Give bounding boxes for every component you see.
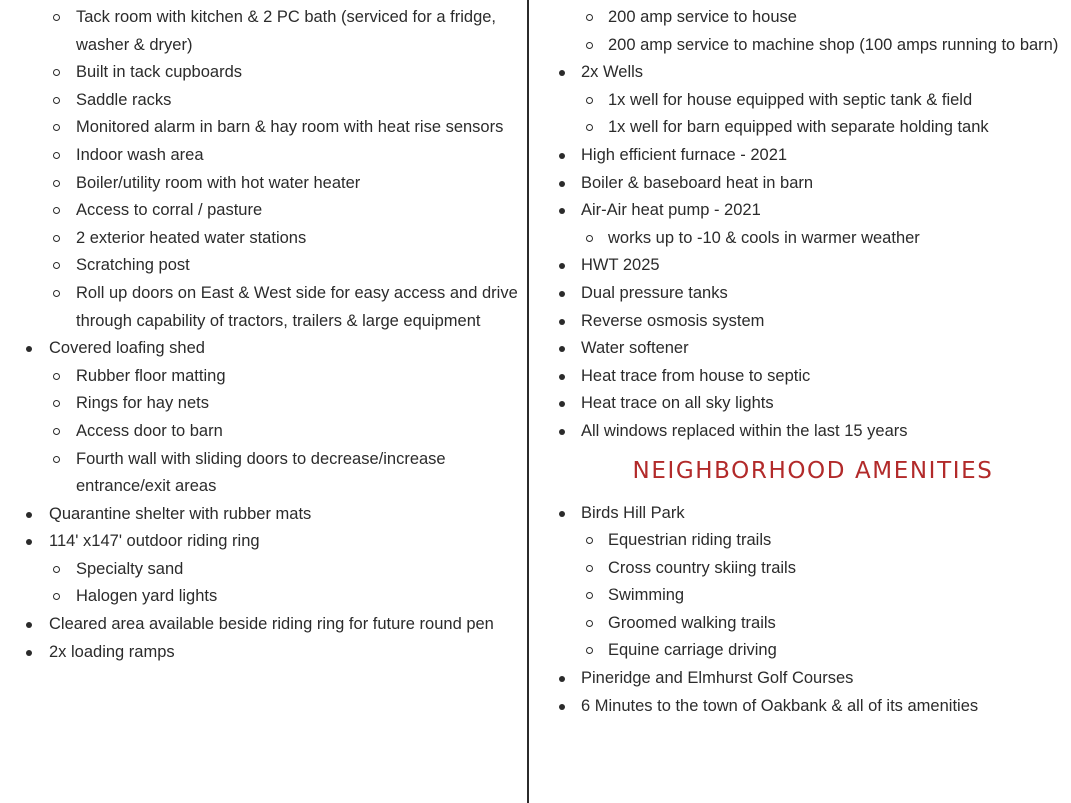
sub-bullet-item: Rings for hay nets <box>0 390 527 418</box>
sub-bullet-item: Specialty sand <box>0 556 527 584</box>
sub-bullet-item: 200 amp service to house <box>530 4 1071 32</box>
bullet-item: Boiler & baseboard heat in barn <box>530 170 1071 198</box>
sub-bullet-item: Equestrian riding trails <box>530 527 1071 555</box>
sub-bullet-item: Swimming <box>530 582 1071 610</box>
bullet-item: 2x Wells <box>530 59 1071 87</box>
left-column <box>0 0 527 666</box>
bullet-item: All windows replaced within the last 15 years <box>530 418 1071 446</box>
sub-bullet-item: 2 exterior heated water stations <box>0 225 527 253</box>
bullet-item: Reverse osmosis system <box>530 308 1071 336</box>
sub-bullet-item: works up to -10 & cools in warmer weather <box>530 225 1071 253</box>
sub-bullet-item: Monitored alarm in barn & hay room with heat rise sensors <box>0 114 527 142</box>
bullet-item: HWT 2025 <box>530 252 1071 280</box>
bullet-item: Air-Air heat pump - 2021 <box>530 197 1071 225</box>
bullet-item: Quarantine shelter with rubber mats <box>0 501 527 529</box>
bullet-item: 6 Minutes to the town of Oakbank & all of its amenities <box>530 693 1071 721</box>
bullet-item: Dual pressure tanks <box>530 280 1071 308</box>
bullet-item: Heat trace on all sky lights <box>530 390 1071 418</box>
sub-bullet-item: 200 amp service to machine shop (100 amps running to barn) <box>530 32 1071 60</box>
sub-bullet-item: Access to corral / pasture <box>0 197 527 225</box>
bullet-item: 2x loading ramps <box>0 639 527 667</box>
sub-bullet-item: Indoor wash area <box>0 142 527 170</box>
sub-bullet-item: Rubber floor matting <box>0 363 527 391</box>
bullet-item: Water softener <box>530 335 1071 363</box>
sub-bullet-item: Groomed walking trails <box>530 610 1071 638</box>
amenities-list <box>530 500 1071 721</box>
neighborhood-amenities-heading: NEIGHBORHOOD AMENITIES <box>632 457 994 484</box>
bullet-item: Birds Hill Park <box>530 500 1071 528</box>
bullet-item: 114' x147' outdoor riding ring <box>0 528 527 556</box>
right-column <box>530 0 1071 720</box>
sub-bullet-item: Boiler/utility room with hot water heater <box>0 170 527 198</box>
sub-bullet-item: 1x well for barn equipped with separate holding tank <box>530 114 1071 142</box>
sub-bullet-item: Roll up doors on East & West side for easy access and drive through capability of tractors, trailers & large equipment <box>0 280 527 335</box>
right-feature-list <box>530 4 1071 446</box>
sub-bullet-item: Fourth wall with sliding doors to decrease/increase entrance/exit areas <box>0 446 527 501</box>
left-feature-list <box>0 4 527 666</box>
bullet-item: Cleared area available beside riding ring for future round pen <box>0 611 527 639</box>
bullet-item: Covered loafing shed <box>0 335 527 363</box>
column-divider <box>527 0 529 803</box>
sub-bullet-item: Access door to barn <box>0 418 527 446</box>
sub-bullet-item: Tack room with kitchen & 2 PC bath (serviced for a fridge, washer & dryer) <box>0 4 527 59</box>
sub-bullet-item: Cross country skiing trails <box>530 555 1071 583</box>
sub-bullet-item: Built in tack cupboards <box>0 59 527 87</box>
sub-bullet-item: Saddle racks <box>0 87 527 115</box>
bullet-item: High efficient furnace - 2021 <box>530 142 1071 170</box>
sub-bullet-item: Scratching post <box>0 252 527 280</box>
bullet-item: Heat trace from house to septic <box>530 363 1071 391</box>
sub-bullet-item: 1x well for house equipped with septic tank & field <box>530 87 1071 115</box>
bullet-item: Pineridge and Elmhurst Golf Courses <box>530 665 1071 693</box>
sub-bullet-item: Equine carriage driving <box>530 637 1071 665</box>
sub-bullet-item: Halogen yard lights <box>0 583 527 611</box>
